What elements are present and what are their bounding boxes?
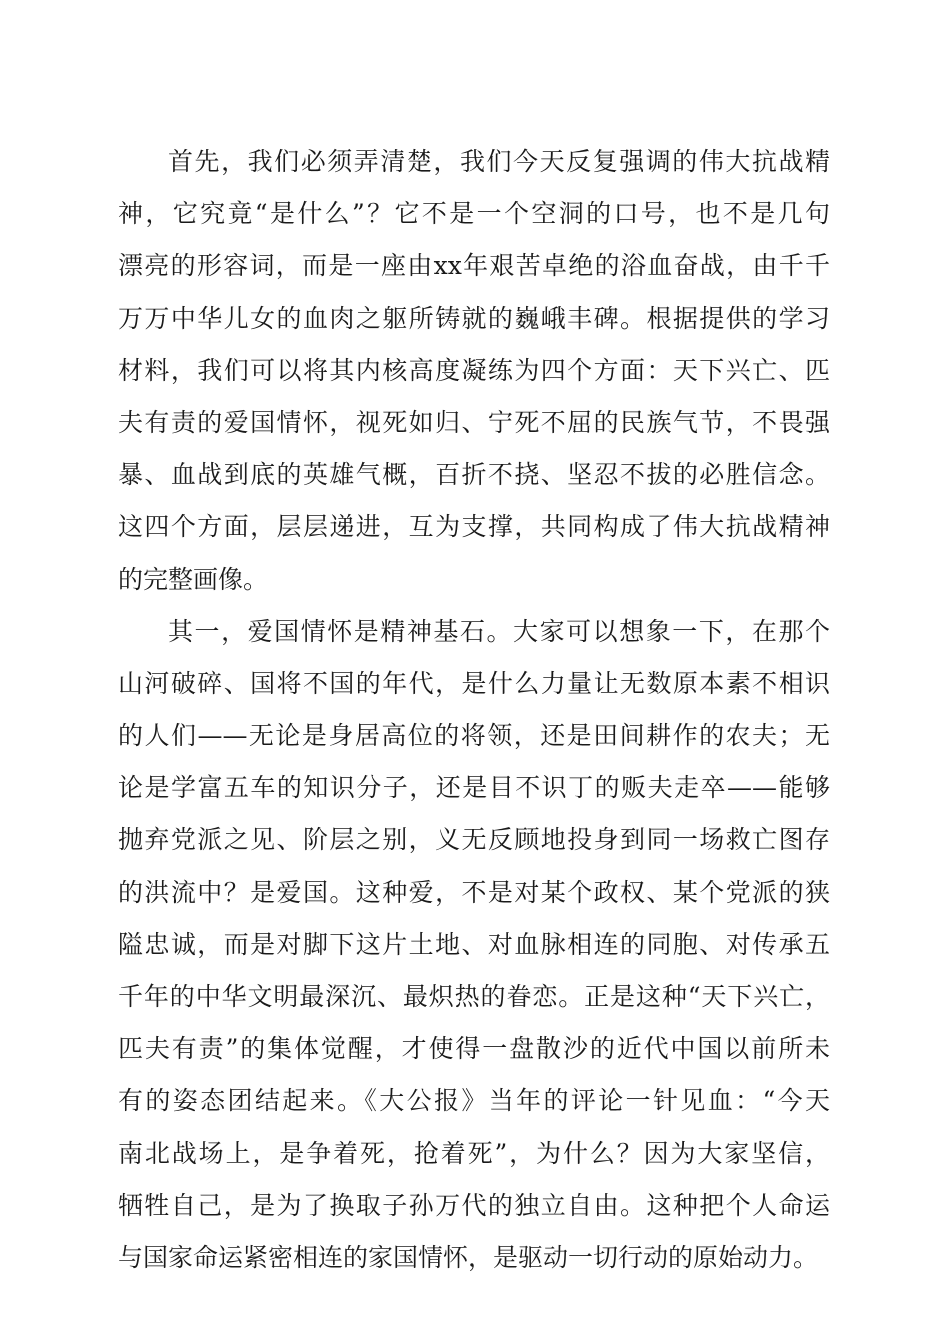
text-line: 抛弃党派之见、阶层之别，义无反顾地投身到同一场救亡图存	[118, 825, 830, 855]
text-line: 匹夫有责”的集体觉醒，才使得一盘散沙的近代中国以前所未	[118, 1034, 830, 1064]
text-line: 有的姿态团结起来。《大公报》当年的评论一针见血：“今天	[118, 1086, 830, 1116]
text-line: 神，它究竟“是什么”？它不是一个空洞的口号，也不是几句	[118, 199, 830, 229]
text-line: 夫有责的爱国情怀，视死如归、宁死不屈的民族气节，不畏强	[118, 407, 830, 437]
text-line: 的人们——无论是身居高位的将领，还是田间耕作的农夫；无	[118, 721, 830, 751]
text-line: 隘忠诚，而是对脚下这片土地、对血脉相连的同胞、对传承五	[118, 929, 830, 959]
text-line: 漂亮的形容词，而是一座由xx年艰苦卓绝的浴血奋战，由千千	[118, 251, 830, 281]
text-line: 牺牲自己，是为了换取子孙万代的独立自由。这种把个人命运	[118, 1190, 830, 1220]
text-line: 论是学富五车的知识分子，还是目不识丁的贩夫走卒——能够	[118, 773, 830, 803]
paragraph-essence-of-spirit	[118, 136, 830, 606]
text-line: 千年的中华文明最深沉、最炽热的眷恋。正是这种“天下兴亡，	[118, 982, 830, 1011]
document-body	[118, 136, 830, 1284]
text-line: 万万中华儿女的血肉之躯所铸就的巍峨丰碑。根据提供的学习	[118, 303, 830, 333]
text-line: 这四个方面，层层递进，互为支撑，共同构成了伟大抗战精神	[118, 512, 830, 542]
text-line: 的洪流中？是爱国。这种爱，不是对某个政权、某个党派的狭	[118, 877, 830, 907]
text-line: 南北战场上，是争着死，抢着死”，为什么？因为大家坚信，	[118, 1138, 830, 1168]
text-line: 其一，爱国情怀是精神基石。大家可以想象一下，在那个	[168, 616, 830, 646]
text-line: 材料，我们可以将其内核高度凝练为四个方面：天下兴亡、匹	[118, 355, 830, 385]
text-line: 与国家命运紧密相连的家国情怀，是驱动一切行动的原始动力。	[118, 1242, 819, 1272]
text-line: 的完整画像。	[118, 564, 269, 594]
text-line: 首先，我们必须弄清楚，我们今天反复强调的伟大抗战精	[168, 147, 830, 176]
paragraph-patriotism	[118, 606, 830, 1284]
text-line: 暴、血战到底的英雄气概，百折不挠、坚忍不拔的必胜信念。	[118, 460, 830, 490]
text-line: 山河破碎、国将不国的年代，是什么力量让无数原本素不相识	[118, 668, 830, 698]
